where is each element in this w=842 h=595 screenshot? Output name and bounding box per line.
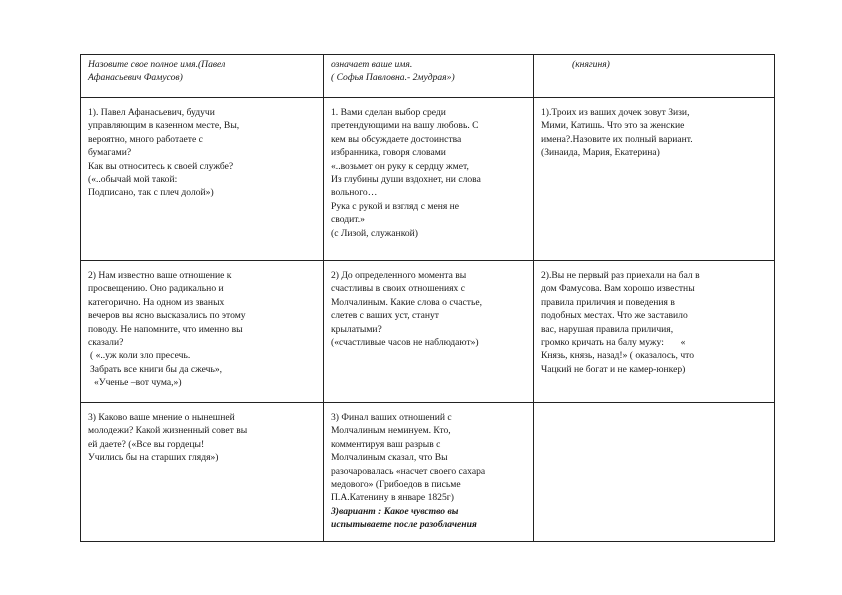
cell-line: слетев с ваших уст, станут [331, 310, 439, 322]
cell-line: «Ученье –вот чума,») [94, 377, 182, 389]
cell-sofya-q3 [324, 403, 534, 542]
cell-line: П.А.Катенину в январе 1825г) [331, 492, 454, 504]
cell-line: просвещению. Оно радикально и [88, 283, 224, 295]
cell-line: разочаровалась «насчет своего сахара [331, 465, 486, 477]
cell-line: (Зинаида, Мария, Екатерина) [541, 147, 660, 159]
cell-line: управляющим в казенном месте, Вы, [88, 120, 240, 132]
cell-line: 1). Павел Афанасьевич, будучи [88, 107, 215, 118]
cell-princess-q2 [534, 261, 775, 403]
cell-line: Назовите свое полное имя.(Павел [88, 59, 226, 70]
table-row-header [81, 55, 775, 98]
cell-line: Забрать все книги бы да сжечь», [90, 363, 223, 375]
cell-line: ( Софья Павловна.- 2мудрая») [331, 72, 455, 84]
cell-line: 2).Вы не первый раз приехали на бал в [541, 270, 700, 281]
cell-sofya-q2 [324, 261, 534, 403]
cell-line: означает ваше имя. [331, 59, 413, 70]
table-row-3 [81, 403, 775, 542]
cell-line: сводит.» [331, 214, 365, 226]
cell-line: вечеров вы ясно высказались по этому [88, 310, 246, 322]
cell-line: крылатыми? [331, 323, 382, 335]
cell-line: молодежи? Какой жизненный совет вы [88, 425, 248, 437]
table-row-1 [81, 98, 775, 261]
cell-sofya-q1 [324, 98, 534, 261]
cell-line: 2) До определенного момента вы [331, 270, 467, 281]
cell-famusov-q1 [81, 98, 324, 261]
cell-line: громко кричать на балу мужу: « [541, 337, 686, 349]
cell-line: (княгиня) [572, 59, 610, 70]
cell-line: Подписано, так с плеч долой») [88, 187, 214, 199]
cell-line: 1. Вами сделан выбор среди [331, 107, 446, 118]
cell-line: Молчалиным неминуем. Кто, [331, 425, 451, 437]
cell-famusov-q3 [81, 403, 324, 542]
quiz-table [80, 54, 775, 542]
cell-line: ей даете? («Все вы гордецы! [88, 438, 205, 450]
cell-famusov-q2 [81, 261, 324, 403]
cell-line: дом Фамусова. Вам хорошо известны [541, 283, 695, 295]
cell-line: Рука с рукой и взгляд с меня не [331, 200, 460, 212]
cell-princess-header [534, 55, 775, 98]
cell-princess-q1 [534, 98, 775, 261]
cell-princess-q3-empty [534, 403, 775, 542]
cell-line: категорично. На одном из званых [88, 296, 225, 308]
cell-line: кем вы обсуждаете достоинства [331, 133, 462, 145]
cell-line: сказали? [88, 337, 124, 349]
cell-line: вас, нарушая правила приличия, [541, 323, 674, 335]
cell-line: Из глубины души вздохнет, ни слова [331, 174, 481, 186]
cell-line: Молчалиным. Какие слова о счастье, [331, 296, 482, 308]
cell-line: медового» (Грибоедов в письме [331, 479, 461, 491]
cell-line: («счастливые часов не наблюдают») [331, 337, 479, 349]
cell-line: Учились бы на старших глядя») [88, 452, 219, 464]
cell-line: (с Лизой, служанкой) [331, 227, 418, 239]
cell-line: 1).Троих из ваших дочек зовут Зизи, [541, 107, 690, 118]
cell-line: 3) Финал ваших отношений с [331, 412, 452, 423]
cell-line: («..обычай мой такой: [88, 174, 178, 186]
cell-line: поводу. Не напомните, что именно вы [88, 323, 243, 335]
cell-line: ( «..уж коли зло пресечь. [90, 350, 191, 362]
cell-line: имена?.Назовите их полный вариант. [541, 133, 693, 145]
cell-famusov-header [81, 55, 324, 98]
cell-line: вероятно, много работаете с [88, 133, 203, 145]
cell-line: 2) Нам известно ваше отношение к [88, 270, 232, 281]
cell-line: комментируя ваш разрыв с [331, 438, 441, 450]
table-row-2 [81, 261, 775, 403]
cell-line: избранника, говоря словами [331, 147, 446, 159]
cell-line: Как вы относитесь к своей службе? [88, 160, 234, 172]
cell-line: вольного… [331, 187, 378, 199]
cell-line: Князь, князь, назад!» ( оказалось, что [541, 350, 695, 362]
cell-line: бумагами? [88, 147, 132, 159]
cell-line: Мими, Катишь. Что это за женские [541, 120, 685, 132]
cell-sofya-header [324, 55, 534, 98]
cell-line: правила приличия и поведения в [541, 296, 675, 308]
cell-line: претендующими на вашу любовь. С [331, 120, 479, 132]
cell-line: подобных местах. Что же заставило [541, 310, 688, 322]
cell-line-variant: 3)вариант : Какое чувство вы [331, 505, 459, 517]
cell-line: Молчалиным сказал, что Вы [331, 452, 448, 464]
cell-line: Чацкий не богат и не камер-юнкер) [541, 363, 686, 375]
cell-line: Афанасьевич Фамусов) [88, 72, 183, 84]
cell-line-variant: испытываете после разоблачения [331, 519, 477, 531]
cell-line: счастливы в своих отношениях с [331, 283, 466, 295]
cell-line: 3) Каково ваше мнение о нынешней [88, 412, 235, 423]
cell-line: «..возьмет он руку к сердцу жмет, [331, 160, 469, 172]
